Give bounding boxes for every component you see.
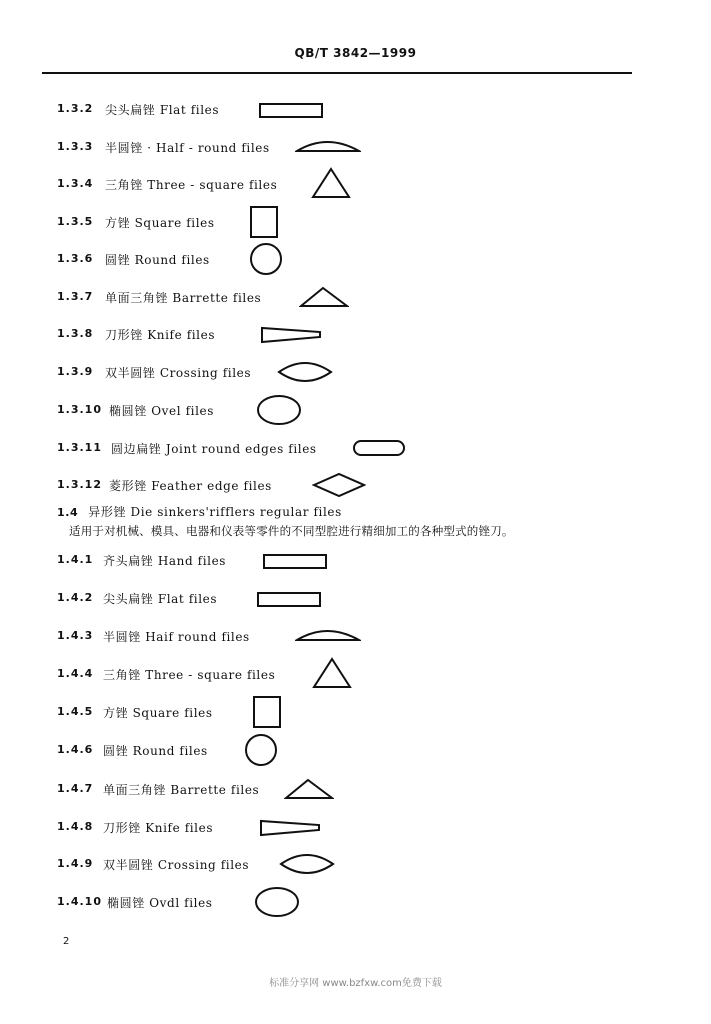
file-type-label: 三角锉 Three - square files bbox=[105, 178, 278, 192]
cross-section-diamond-icon bbox=[312, 472, 366, 502]
file-type-row bbox=[57, 547, 477, 573]
cross-section-knife-icon bbox=[259, 817, 321, 841]
clause-number: 1.4.1 bbox=[57, 553, 94, 566]
cross-section-rect-icon bbox=[259, 99, 325, 123]
cross-section-square-icon bbox=[252, 695, 282, 733]
file-type-row bbox=[57, 776, 477, 802]
file-type-row bbox=[57, 851, 477, 877]
file-type-label: 方锉 Square files bbox=[103, 706, 213, 720]
file-type-row bbox=[57, 321, 477, 347]
file-type-label: 刀形锉 Knife files bbox=[105, 328, 216, 342]
clause-number: 1.3.7 bbox=[57, 290, 94, 303]
cross-section-crossing-icon bbox=[279, 851, 335, 881]
clause-number: 1.3.11 bbox=[57, 441, 102, 454]
file-type-row bbox=[57, 814, 477, 840]
file-type-row bbox=[57, 397, 477, 423]
file-type-row bbox=[57, 134, 477, 160]
file-type-row bbox=[57, 585, 477, 611]
clause-number: 1.3.8 bbox=[57, 327, 94, 340]
file-type-row bbox=[57, 737, 477, 763]
cross-section-oval-icon bbox=[255, 394, 303, 430]
cross-section-triangle-icon bbox=[312, 657, 352, 695]
cross-section-joint-icon bbox=[352, 438, 406, 462]
file-type-row bbox=[57, 96, 477, 122]
section-1-4-description: 适用于对机械、模具、电器和仪表等零件的不同型腔进行精细加工的各种型式的锉刀。 bbox=[69, 524, 514, 538]
clause-number: 1.4.3 bbox=[57, 629, 94, 642]
clause-number: 1.3.5 bbox=[57, 215, 94, 228]
clause-number: 1.3.3 bbox=[57, 140, 94, 153]
clause-number: 1.3.9 bbox=[57, 365, 94, 378]
file-type-label: 椭圆锉 Ovel files bbox=[109, 404, 214, 418]
cross-section-rect-icon bbox=[257, 588, 323, 612]
cross-section-half-round-icon bbox=[295, 135, 361, 163]
clause-number: 1.3.10 bbox=[57, 403, 102, 416]
file-type-label: 菱形锉 Feather edge files bbox=[109, 479, 272, 493]
file-type-row bbox=[57, 359, 477, 385]
clause-number: 1.4.5 bbox=[57, 705, 94, 718]
clause-number: 1.4.10 bbox=[57, 895, 102, 908]
file-type-label: 圆锉 Round files bbox=[103, 744, 208, 758]
clause-number: 1.4.4 bbox=[57, 667, 94, 680]
file-type-row bbox=[57, 209, 477, 235]
cross-section-square-icon bbox=[249, 205, 279, 243]
file-type-row bbox=[57, 171, 477, 197]
file-type-label: 半圆锉 · Half - round files bbox=[105, 141, 270, 155]
clause-number: 1.4.6 bbox=[57, 743, 94, 756]
cross-section-barrette-icon bbox=[299, 284, 349, 314]
cross-section-circle-icon bbox=[249, 241, 283, 281]
cross-section-knife-icon bbox=[260, 324, 322, 348]
file-type-row bbox=[57, 284, 477, 310]
file-type-label: 椭圆锉 Ovdl files bbox=[107, 896, 213, 910]
file-type-label: 三角锉 Three - square files bbox=[103, 668, 276, 682]
file-type-label: 单面三角锉 Barrette files bbox=[105, 291, 262, 305]
clause-number: 1.4.9 bbox=[57, 857, 94, 870]
cross-section-circle-icon bbox=[244, 732, 278, 772]
file-type-row bbox=[57, 623, 477, 649]
clause-number: 1.3.12 bbox=[57, 478, 102, 491]
file-type-label: 双半圆锉 Crossing files bbox=[103, 858, 250, 872]
page-number: 2 bbox=[63, 936, 70, 947]
file-type-label: 尖头扁锉 Flat files bbox=[103, 592, 218, 606]
cross-section-triangle-icon bbox=[311, 167, 351, 205]
cross-section-rect-icon bbox=[263, 550, 329, 574]
page-header: QB/T 3842—1999 bbox=[294, 46, 417, 60]
cross-section-crossing-icon bbox=[277, 359, 333, 389]
file-type-label: 半圆锉 Haif round files bbox=[103, 630, 250, 644]
file-type-label: 刀形锉 Knife files bbox=[103, 821, 214, 835]
file-type-row bbox=[57, 246, 477, 272]
file-type-row bbox=[57, 661, 477, 687]
clause-number: 1.4.2 bbox=[57, 591, 94, 604]
clause-number: 1.3.6 bbox=[57, 252, 94, 265]
clause-number: 1.3.2 bbox=[57, 102, 94, 115]
cross-section-barrette-icon bbox=[284, 776, 334, 806]
section-1-4-title: 异形锉 Die sinkers'rifflers regular files bbox=[88, 505, 342, 519]
file-type-label: 圆边扁锉 Joint round edges files bbox=[111, 442, 317, 456]
clause-number: 1.3.4 bbox=[57, 177, 94, 190]
file-type-row bbox=[57, 472, 477, 498]
file-type-label: 圆锉 Round files bbox=[105, 253, 210, 267]
file-type-label: 单面三角锉 Barrette files bbox=[103, 783, 260, 797]
clause-number: 1.4.7 bbox=[57, 782, 94, 795]
cross-section-half-round-icon bbox=[295, 624, 361, 652]
file-type-row bbox=[57, 889, 477, 915]
header-rule bbox=[42, 72, 632, 74]
file-type-label: 方锉 Square files bbox=[105, 216, 215, 230]
section-1-4-heading bbox=[57, 503, 342, 520]
clause-number: 1.4.8 bbox=[57, 820, 94, 833]
file-type-row bbox=[57, 699, 477, 725]
cross-section-oval-icon bbox=[253, 886, 301, 922]
footer-watermark: 标准分享网 www.bzfxw.com免费下载 bbox=[269, 978, 442, 989]
file-type-label: 齐头扁锉 Hand files bbox=[103, 554, 227, 568]
section-1-4-number: 1.4 bbox=[57, 506, 79, 519]
file-type-label: 尖头扁锉 Flat files bbox=[105, 103, 220, 117]
file-type-row bbox=[57, 435, 477, 461]
file-type-label: 双半圆锉 Crossing files bbox=[105, 366, 252, 380]
